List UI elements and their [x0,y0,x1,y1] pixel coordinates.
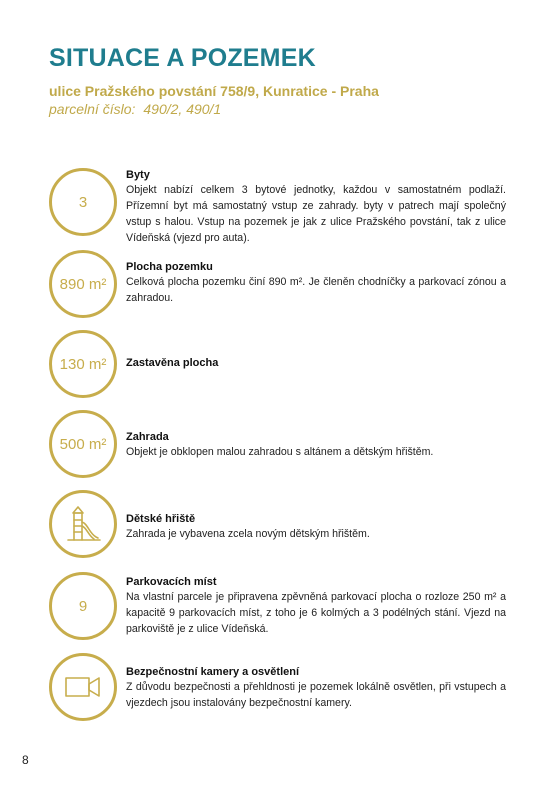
apartments-count-badge: 3 [49,168,117,236]
plot-area-badge: 890 m² [49,250,117,318]
feature-heading: Zahrada [126,431,169,443]
playground-slide-icon [63,504,103,544]
feature-description: Z důvodu bezpečnosti a přehldnosti je pozemek lokálně osvětlen, při vstupech a vjezdech jsou instalovány bezpečnostní kamery. [126,681,506,709]
feature-description: Objekt nabízí celkem 3 bytové jednotky, každou v samostatném podlaží. Přízemní byt má samostatný vstup ze zahrady. byty v patrech mají společný vstup s halou. Vstup na pozemek je jak z ulice Pražského povstání, tak z ulice Vídeňská (vjezd pro auta). [126,184,506,244]
feature-heading: Plocha pozemku [126,261,213,273]
parcel-value: 490/2, 490/1 [143,101,222,117]
feature-heading: Dětské hřiště [126,513,196,525]
page-title: SITUACE A POZEMEK [49,44,316,72]
garden-area-badge: 500 m² [49,410,117,478]
security-badge [49,653,117,721]
playground-badge [49,490,117,558]
feature-description: Na vlastní parcele je připravena zpěvněná parkovací plocha o rozloze 250 m² a kapacitě 9 parkovacích míst, z toho je 6 kolmých a 3 podélných stání. Vjezd na parkoviště je z ulice Vídeňská. [126,591,506,635]
page-number: 8 [22,753,29,767]
address: ulice Pražského povstání 758/9, Kunratice - Praha [49,83,379,99]
security-camera-icon [64,674,102,700]
feature-heading: Zastavěna plocha [126,357,219,369]
feature-description: Objekt je obklopen malou zahradou s altánem a dětským hřištěm. [126,446,434,458]
feature-description: Zahrada je vybavena zcela novým dětským hřištěm. [126,528,370,540]
feature-heading: Byty [126,169,150,181]
parcel-numbers [49,101,221,117]
parking-count-badge: 9 [49,572,117,640]
feature-heading: Parkovacích míst [126,576,217,588]
parcel-label: parcelní číslo: [49,101,136,117]
built-area-badge: 130 m² [49,330,117,398]
feature-description: Celková plocha pozemku činí 890 m². Je členěn chodníčky a parkovací zónou a zahradou. [126,276,506,304]
feature-heading: Bezpečnostní kamery a osvětlení [126,666,300,678]
